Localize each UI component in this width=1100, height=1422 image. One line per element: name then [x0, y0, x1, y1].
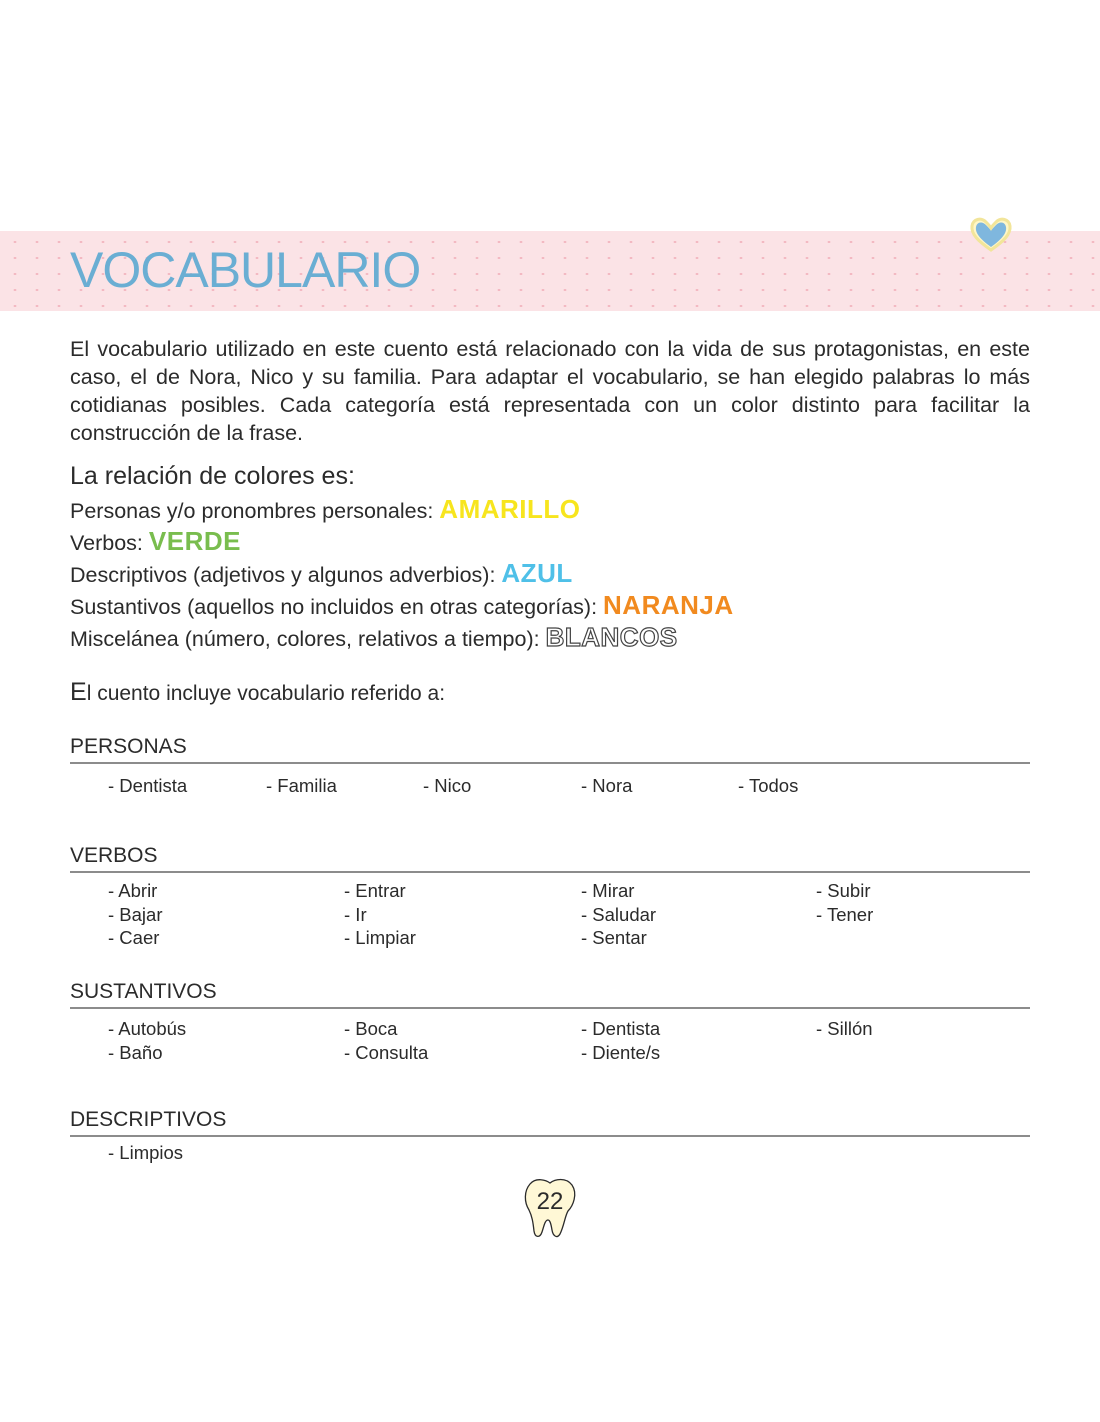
color-line-personas	[70, 494, 581, 526]
color-line-verbos	[70, 526, 241, 558]
color-label: Verbos:	[70, 531, 143, 555]
includes-initial: E	[70, 678, 87, 706]
list-item: - Autobús	[108, 1018, 187, 1039]
page-number	[520, 1176, 580, 1240]
list-item: - Consulta	[344, 1042, 429, 1063]
list-item: - Sentar	[581, 927, 647, 948]
section-title-sustantivos: SUSTANTIVOS	[70, 980, 1030, 1009]
list-item: - Nora	[581, 775, 633, 796]
color-word-azul: AZUL	[501, 558, 573, 588]
list-item: - Sillón	[816, 1018, 873, 1039]
color-label: Descriptivos (adjetivos y algunos adverbios):	[70, 563, 496, 587]
list-item: - Abrir	[108, 880, 158, 901]
list-item: - Familia	[266, 775, 337, 796]
page-number-text: 22	[536, 1188, 564, 1215]
includes-text: l cuento incluye vocabulario referido a:	[86, 682, 446, 705]
section-title-verbos: VERBOS	[70, 844, 1030, 873]
colors-heading: La relación de colores es:	[70, 462, 355, 490]
list-item: - Boca	[344, 1018, 398, 1039]
list-item: - Subir	[816, 880, 871, 901]
list-item: - Todos	[738, 775, 799, 796]
list-item: - Entrar	[344, 880, 406, 901]
intro-paragraph: El vocabulario utilizado en este cuento está relacionado con la vida de sus protagonistas, en este caso, el de Nora, Nico y su familia. Para adaptar el vocabulario, se han elegido palabras lo más cotidianas posibles. Cada categoría está representada con un color distinto para facilitar la construcción de la frase.	[70, 337, 1030, 445]
color-word-amarillo: AMARILLO	[439, 494, 581, 524]
list-item: - Limpiar	[344, 927, 416, 948]
list-item: - Caer	[108, 927, 160, 948]
list-item: - Bajar	[108, 904, 163, 925]
list-item: - Saludar	[581, 904, 657, 925]
list-item: - Limpios	[108, 1142, 184, 1163]
page-title: VOCABULARIO	[70, 242, 421, 298]
includes-heading	[70, 678, 445, 707]
heart-icon	[968, 214, 1014, 254]
list-item: - Dentista	[108, 775, 188, 796]
color-line-descriptivos	[70, 558, 573, 590]
color-label: Personas y/o pronombres personales:	[70, 499, 434, 523]
list-item: - Tener	[816, 904, 874, 925]
color-label: Miscelánea (número, colores, relativos a tiempo):	[70, 627, 540, 651]
list-item: - Diente/s	[581, 1042, 661, 1063]
color-word-naranja: NARANJA	[603, 590, 734, 620]
color-word-blancos: BLANCOS	[545, 622, 678, 652]
color-word-verde: VERDE	[148, 526, 241, 556]
color-line-miscelanea	[70, 622, 678, 654]
color-label: Sustantivos (aquellos no incluidos en otras categorías):	[70, 595, 598, 619]
section-title-descriptivos: DESCRIPTIVOS	[70, 1108, 1030, 1137]
list-item: - Mirar	[581, 880, 635, 901]
list-item: - Dentista	[581, 1018, 661, 1039]
color-line-sustantivos	[70, 590, 734, 622]
list-item: - Nico	[423, 775, 472, 796]
section-title-personas: PERSONAS	[70, 735, 1030, 764]
list-item: - Ir	[344, 904, 367, 925]
list-item: - Baño	[108, 1042, 163, 1063]
